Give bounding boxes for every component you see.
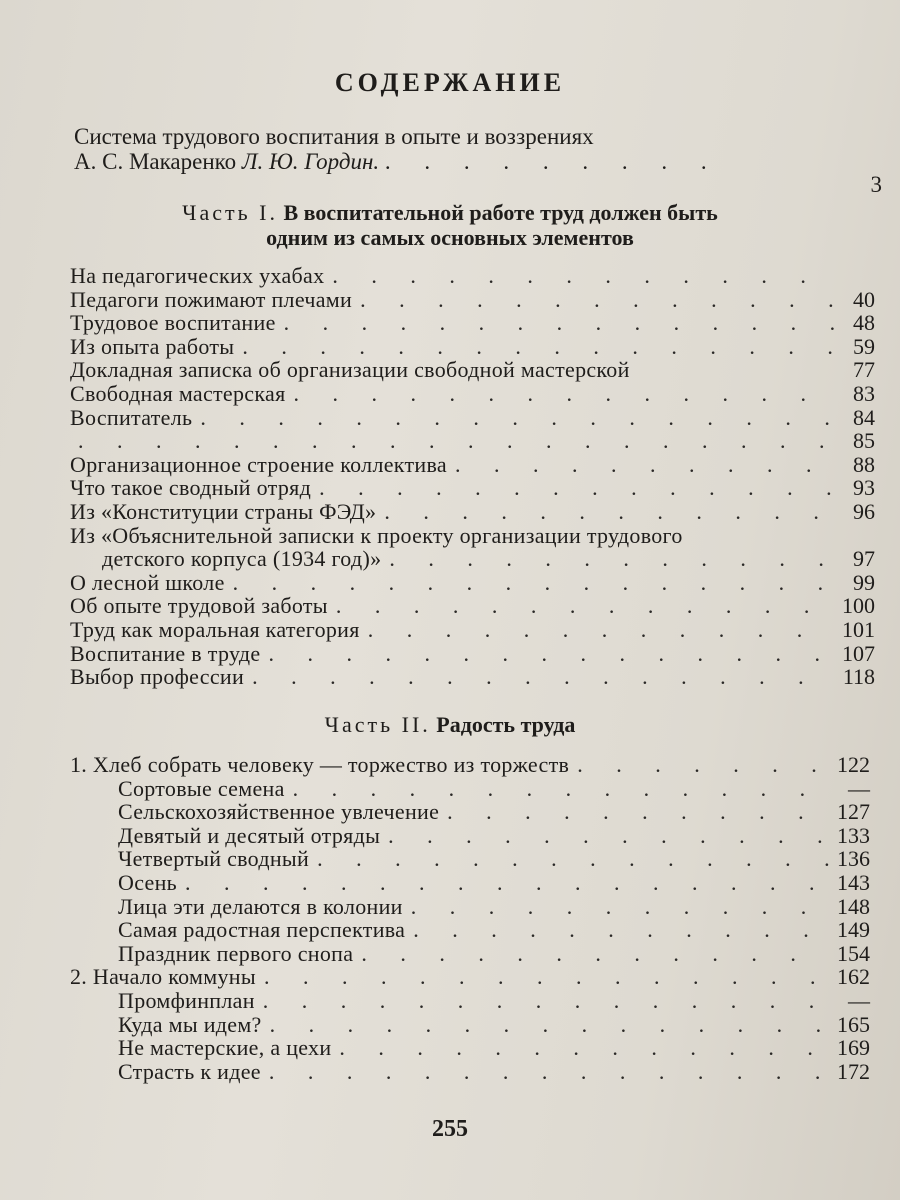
dot-leader — [252, 665, 835, 689]
dot-leader — [389, 547, 837, 571]
part-2-entries — [70, 753, 870, 1083]
dot-leader — [411, 895, 829, 919]
toc-entry-page: 77 — [853, 357, 875, 383]
toc-entry-title: На педагогических ухабах — [70, 263, 325, 288]
part-1-title — [0, 200, 900, 250]
toc-entry-page: — — [848, 775, 870, 801]
toc-entry-title: Из «Объяснительной записки к проекту организации трудового — [70, 522, 683, 548]
toc-entry-page: 169 — [837, 1035, 870, 1061]
toc-entry-page: 118 — [842, 664, 875, 690]
toc-entry — [70, 1036, 870, 1060]
toc-entry-page: 83 — [853, 380, 875, 406]
toc-entry — [70, 824, 870, 848]
part-2-title — [0, 712, 900, 737]
toc-entry — [70, 571, 875, 595]
toc-entry — [70, 429, 875, 453]
dot-leader — [242, 335, 837, 359]
toc-entry — [70, 311, 875, 335]
toc-entry-title: Педагоги пожимают плечами — [70, 286, 353, 312]
toc-entry-title: Сортовые семена — [118, 775, 285, 801]
toc-entry — [70, 965, 870, 989]
dot-leader — [339, 1036, 829, 1060]
toc-entry-title: Свободная мастерская — [70, 380, 286, 406]
toc-entry-page: 162 — [837, 964, 870, 990]
toc-entry-title: Страсть к идее — [118, 1058, 261, 1084]
dot-leader — [270, 1013, 829, 1037]
toc-entry-page: 148 — [837, 893, 870, 919]
toc-entry-page: 172 — [837, 1058, 870, 1084]
toc-entry-page: 97 — [853, 546, 875, 572]
toc-entry — [70, 777, 870, 801]
toc-entry — [70, 500, 875, 524]
toc-entry-title: Девятый и десятый отряды — [118, 822, 381, 848]
dot-leader — [384, 500, 837, 524]
toc-entry-title: Из «Конституции страны ФЭД» — [70, 498, 377, 524]
part-2-title-text: Радость труда — [436, 712, 576, 737]
toc-entry-title: Праздник первого снопа — [118, 940, 354, 966]
intro-author: Л. Ю. Гордин. — [241, 149, 380, 174]
toc-entry-title: Что такое сводный отряд — [70, 475, 312, 501]
dot-leader — [319, 476, 837, 500]
toc-entry-title: Труд как моральная категория — [70, 616, 360, 642]
intro-line-2: А. С. Макаренко Л. Ю. Гордин. . . . . . . . . . — [74, 149, 721, 174]
dot-leader — [263, 989, 832, 1013]
toc-entry — [70, 665, 875, 689]
dot-leader — [78, 429, 837, 453]
page-number: 255 — [432, 1116, 468, 1142]
toc-entry-page: 127 — [837, 799, 870, 825]
toc-entry-title: Об опыте трудовой заботы — [70, 593, 328, 619]
toc-entry — [70, 547, 875, 571]
toc-entry — [70, 618, 875, 642]
dot-leader — [185, 871, 829, 895]
toc-entry-title: Выбор профессии — [70, 664, 245, 690]
dot-leader — [368, 618, 834, 642]
part-1-title-line-1: В воспитательной работе труд должен быть — [283, 200, 718, 225]
dot-leader — [264, 965, 829, 989]
toc-entry-page: 40 — [853, 286, 875, 312]
dot-leader — [360, 288, 837, 312]
dot-leader — [361, 942, 829, 966]
toc-entry-page: 165 — [837, 1011, 870, 1037]
page-heading: СОДЕРЖАНИЕ — [334, 68, 566, 97]
toc-entry — [70, 1060, 870, 1084]
toc-entry-page: 84 — [853, 404, 875, 430]
toc-entry — [70, 358, 875, 382]
dot-leader — [447, 800, 829, 824]
toc-entry-title: 2. Начало коммуны — [70, 964, 256, 990]
part-1-entries — [70, 264, 875, 689]
toc-entry — [70, 1013, 870, 1037]
dot-leader — [200, 406, 837, 430]
toc-entry-page: 93 — [853, 475, 875, 501]
toc-entry-page: 100 — [842, 593, 875, 619]
toc-entry-page: 96 — [853, 498, 875, 524]
toc-entry — [70, 942, 870, 966]
toc-entry-title: Осень — [118, 869, 177, 895]
toc-entry — [70, 382, 875, 406]
toc-entry-page: 149 — [837, 917, 870, 943]
dot-leader — [455, 453, 837, 477]
toc-entry — [70, 847, 870, 871]
dot-leader — [577, 753, 829, 777]
dot-leader — [336, 594, 834, 618]
toc-entry-page: 136 — [837, 846, 870, 872]
toc-entry-page: 143 — [837, 869, 870, 895]
dot-leader — [269, 1060, 829, 1084]
dot-leader — [294, 382, 837, 406]
toc-entry-page: 48 — [853, 310, 875, 336]
toc-entry — [70, 800, 870, 824]
toc-entry-page: 59 — [853, 333, 875, 359]
toc-entry-page: 85 — [853, 428, 875, 454]
dot-leader — [388, 824, 829, 848]
toc-entry-title: Воспитатель — [70, 404, 193, 430]
toc-entry-title: Докладная записка об организации свободной мастерской — [70, 357, 630, 383]
toc-entry — [70, 918, 870, 942]
toc-entry — [70, 406, 875, 430]
toc-entry-page: 122 — [837, 752, 870, 777]
toc-entry — [70, 895, 870, 919]
toc-entry — [70, 476, 875, 500]
toc-entry — [70, 288, 875, 312]
toc-entry-title: Сельскохозяйственное увлечение — [118, 799, 440, 825]
toc-entry — [70, 594, 875, 618]
toc-entry — [70, 264, 875, 288]
toc-entry-page: 133 — [837, 822, 870, 848]
intro-page-number: 3 — [870, 172, 882, 197]
part-1-title-line-2: одним из самых основных элементов — [266, 225, 634, 250]
toc-entry-title: Трудовое воспитание — [70, 310, 276, 336]
toc-entry-title: О лесной школе — [70, 569, 225, 595]
intro-subject: А. С. Макаренко — [74, 149, 237, 174]
toc-entry-page: 88 — [853, 451, 875, 477]
part-1-prefix: Часть I. — [182, 200, 278, 225]
toc-entry-page: 101 — [842, 616, 875, 642]
toc-entry-title: Четвертый сводный — [118, 846, 310, 872]
dot-leader — [332, 264, 837, 288]
dot-leader — [317, 847, 829, 871]
toc-entry-title: Лица эти делаются в колонии — [118, 893, 403, 919]
toc-entry — [70, 642, 875, 666]
intro-line-1: Система трудового воспитания в опыте и воззрениях — [74, 124, 594, 149]
toc-entry — [70, 753, 870, 777]
toc-entry-title: Промфинплан — [118, 987, 255, 1013]
intro-entry — [74, 124, 814, 174]
toc-entry-page: 107 — [842, 640, 875, 666]
toc-entry-title: Не мастерские, а цехи — [118, 1035, 332, 1061]
toc-entry-page: — — [848, 987, 870, 1013]
toc-entry-title: Из опыта работы — [70, 333, 235, 359]
toc-entry — [70, 871, 870, 895]
dot-leader — [413, 918, 829, 942]
toc-entry-title: Организационное строение коллектива — [70, 451, 447, 477]
toc-entry — [70, 453, 875, 477]
toc-entry-title: 1. Хлеб собрать человеку — торжество из торжеств — [70, 752, 570, 777]
toc-entry-title: Воспитание в труде — [70, 640, 261, 666]
dot-leader — [268, 642, 834, 666]
dot-leader — [284, 311, 837, 335]
toc-entry-page: 99 — [853, 569, 875, 595]
part-2-prefix: Часть II. — [324, 712, 431, 737]
dot-leader — [233, 571, 837, 595]
toc-entry-page: 154 — [837, 940, 870, 966]
toc-entry — [70, 524, 875, 548]
toc-entry — [70, 335, 875, 359]
toc-entry-title: детского корпуса (1934 год)» — [102, 546, 382, 572]
toc-entry-title: Куда мы идем? — [118, 1011, 262, 1037]
toc-entry-title: Самая радостная перспектива — [118, 917, 406, 943]
toc-entry — [70, 989, 870, 1013]
dot-leader — [293, 777, 832, 801]
